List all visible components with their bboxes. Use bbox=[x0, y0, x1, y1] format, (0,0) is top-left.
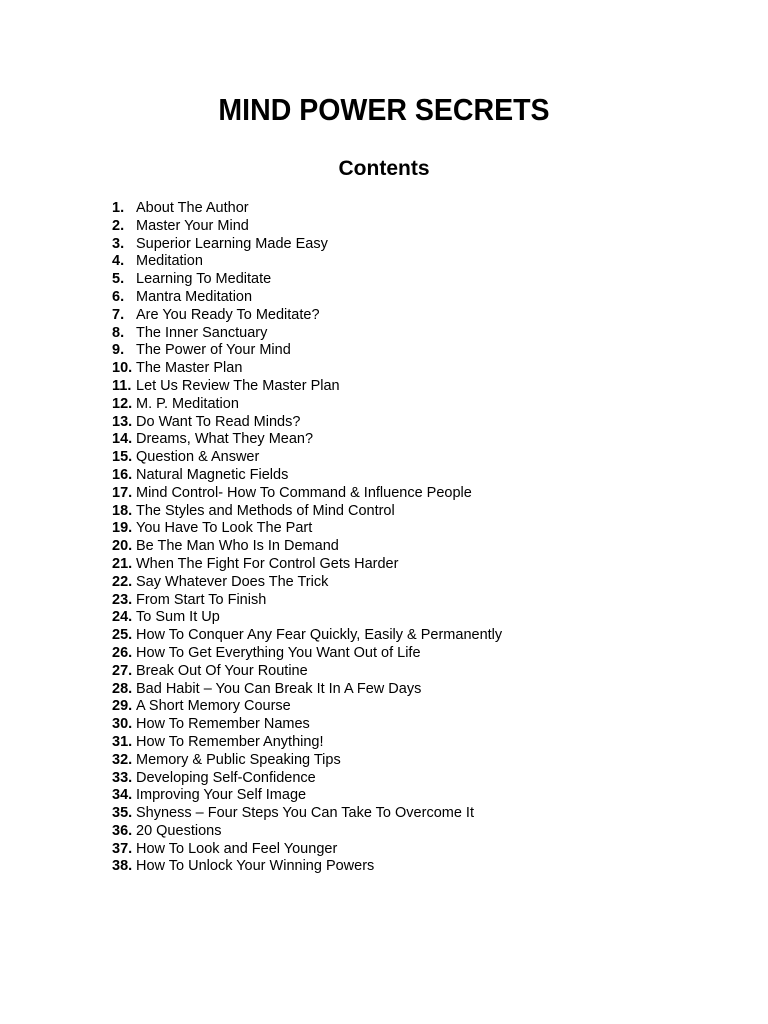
toc-item bbox=[112, 592, 672, 610]
toc-item-title: Learning To Meditate bbox=[136, 271, 272, 288]
toc-item bbox=[112, 698, 672, 716]
toc-item bbox=[112, 253, 672, 271]
toc-item-title: How To Remember Names bbox=[136, 716, 310, 733]
toc-item-title: Are You Ready To Meditate? bbox=[136, 306, 320, 323]
toc-item-number: 32. bbox=[112, 751, 133, 768]
toc-item-number: 29. bbox=[112, 698, 133, 715]
toc-item bbox=[112, 770, 672, 788]
toc-item-number: 8. bbox=[112, 324, 125, 341]
toc-item-title: When The Fight For Control Gets Harder bbox=[136, 555, 399, 572]
toc-item-title: Dreams, What They Mean? bbox=[136, 431, 314, 448]
toc-item-title: About The Author bbox=[136, 200, 249, 216]
toc-item-number: 6. bbox=[112, 288, 125, 305]
toc-item-number: 14. bbox=[112, 431, 133, 448]
toc-item-number: 11. bbox=[112, 377, 132, 394]
toc-item bbox=[112, 485, 672, 503]
toc-item bbox=[112, 574, 672, 592]
toc-item bbox=[112, 360, 672, 378]
toc-item bbox=[112, 538, 672, 556]
toc-item-title: A Short Memory Course bbox=[136, 698, 291, 715]
toc-item-title: The Power of Your Mind bbox=[136, 342, 291, 359]
page-title: MIND POWER SECRETS bbox=[218, 92, 550, 127]
toc-item bbox=[112, 805, 672, 823]
toc-item bbox=[112, 609, 672, 627]
toc-item-number: 24. bbox=[112, 609, 133, 626]
toc-item-title: Meditation bbox=[136, 253, 203, 270]
toc-item bbox=[112, 556, 672, 574]
toc-item bbox=[112, 520, 672, 538]
toc-item-number: 23. bbox=[112, 591, 133, 608]
toc-item-number: 16. bbox=[112, 466, 133, 483]
toc-item-title: Be The Man Who Is In Demand bbox=[136, 538, 339, 555]
toc-item-title: How To Look and Feel Younger bbox=[136, 840, 338, 857]
toc-item bbox=[112, 645, 672, 663]
toc-item bbox=[112, 627, 672, 645]
toc-item-number: 5. bbox=[112, 271, 125, 288]
toc-item bbox=[112, 449, 672, 467]
toc-item-number: 26. bbox=[112, 644, 133, 661]
table-of-contents bbox=[112, 200, 672, 876]
toc-item bbox=[112, 378, 672, 396]
toc-item-title: Natural Magnetic Fields bbox=[136, 466, 289, 483]
toc-item-title: Question & Answer bbox=[136, 449, 260, 466]
toc-item bbox=[112, 218, 672, 236]
toc-item-title: Do Want To Read Minds? bbox=[136, 413, 301, 430]
toc-item-number: 12. bbox=[112, 395, 133, 412]
toc-item bbox=[112, 841, 672, 859]
toc-item-title: Bad Habit – You Can Break It In A Few Days bbox=[136, 680, 422, 697]
toc-item bbox=[112, 396, 672, 414]
toc-item-number: 3. bbox=[112, 235, 125, 252]
toc-item bbox=[112, 752, 672, 770]
toc-item-number: 36. bbox=[112, 822, 133, 839]
toc-item bbox=[112, 663, 672, 681]
toc-item-number: 19. bbox=[112, 520, 133, 537]
toc-item-title: Shyness – Four Steps You Can Take To Overcome It bbox=[136, 805, 474, 822]
toc-item-number: 21. bbox=[112, 555, 133, 572]
toc-item-title: Break Out Of Your Routine bbox=[136, 662, 308, 679]
toc-item-title: How To Remember Anything! bbox=[136, 733, 324, 750]
toc-item-title: You Have To Look The Part bbox=[136, 520, 313, 537]
toc-item-title: How To Get Everything You Want Out of Life bbox=[136, 644, 421, 661]
toc-item bbox=[112, 342, 672, 360]
toc-item bbox=[112, 289, 672, 307]
toc-item-number: 35. bbox=[112, 805, 133, 822]
toc-item bbox=[112, 823, 672, 841]
toc-item bbox=[112, 858, 672, 876]
toc-item bbox=[112, 467, 672, 485]
toc-item-title: Superior Learning Made Easy bbox=[136, 235, 328, 252]
toc-item-number: 31. bbox=[112, 733, 133, 750]
toc-item-number: 9. bbox=[112, 342, 125, 359]
toc-item-title: The Master Plan bbox=[136, 360, 243, 377]
toc-item bbox=[112, 431, 672, 449]
toc-item-title: Mind Control- How To Command & Influence People bbox=[136, 484, 472, 501]
toc-item-number: 22. bbox=[112, 573, 133, 590]
toc-item-number: 27. bbox=[112, 662, 133, 679]
toc-item-number: 13. bbox=[112, 413, 133, 430]
toc-item bbox=[112, 787, 672, 805]
toc-item-number: 25. bbox=[112, 627, 133, 644]
toc-item bbox=[112, 200, 672, 218]
toc-item-number: 1. bbox=[112, 200, 125, 216]
toc-item-number: 28. bbox=[112, 680, 133, 697]
toc-item-number: 37. bbox=[112, 840, 133, 857]
toc-item-title: M. P. Meditation bbox=[136, 395, 239, 412]
toc-item-title: The Styles and Methods of Mind Control bbox=[136, 502, 395, 519]
toc-item-title: Memory & Public Speaking Tips bbox=[136, 751, 341, 768]
toc-item-title: Improving Your Self Image bbox=[136, 787, 307, 804]
toc-item-title: How To Conquer Any Fear Quickly, Easily & Permanently bbox=[136, 627, 503, 644]
toc-item-title: The Inner Sanctuary bbox=[136, 324, 268, 341]
toc-item-title: Master Your Mind bbox=[136, 217, 249, 234]
toc-item-title: Say Whatever Does The Trick bbox=[136, 573, 329, 590]
toc-item-number: 30. bbox=[112, 716, 133, 733]
toc-item bbox=[112, 503, 672, 521]
toc-item-number: 15. bbox=[112, 449, 133, 466]
toc-item bbox=[112, 271, 672, 289]
toc-item-number: 4. bbox=[112, 253, 125, 270]
toc-item bbox=[112, 307, 672, 325]
toc-item bbox=[112, 681, 672, 699]
toc-item-number: 34. bbox=[112, 787, 133, 804]
toc-item-number: 38. bbox=[112, 858, 133, 875]
toc-item bbox=[112, 734, 672, 752]
toc-item-title: From Start To Finish bbox=[136, 591, 267, 608]
toc-item-title: Let Us Review The Master Plan bbox=[136, 377, 340, 394]
toc-item-title: Developing Self-Confidence bbox=[136, 769, 316, 786]
contents-heading: Contents bbox=[338, 157, 430, 180]
toc-item bbox=[112, 236, 672, 254]
toc-item-number: 18. bbox=[112, 502, 133, 519]
toc-item-number: 17. bbox=[112, 484, 133, 501]
toc-item-number: 7. bbox=[112, 306, 125, 323]
toc-item bbox=[112, 414, 672, 432]
toc-item-title: Mantra Meditation bbox=[136, 288, 253, 305]
toc-item bbox=[112, 716, 672, 734]
toc-item-title: To Sum It Up bbox=[136, 609, 220, 626]
toc-item-title: How To Unlock Your Winning Powers bbox=[136, 858, 375, 875]
toc-item-title: 20 Questions bbox=[136, 822, 222, 839]
toc-item-number: 33. bbox=[112, 769, 133, 786]
toc-item-number: 20. bbox=[112, 538, 133, 555]
toc-item-number: 2. bbox=[112, 217, 125, 234]
toc-item-number: 10. bbox=[112, 360, 133, 377]
toc-item bbox=[112, 325, 672, 343]
